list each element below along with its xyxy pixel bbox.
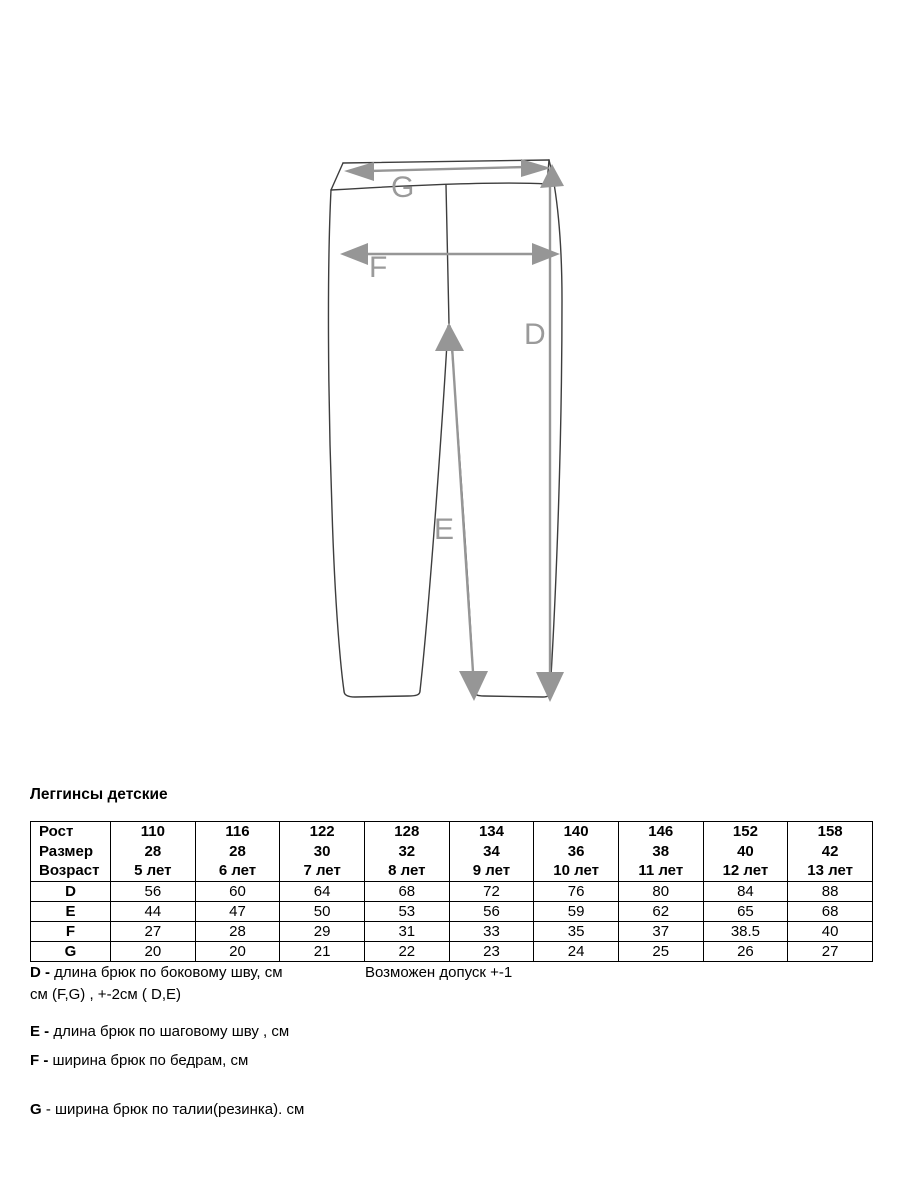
cell: 59 [534,901,619,921]
cell: 31 [364,921,449,941]
legend-f-key: F - [30,1052,49,1069]
cell: 84 [703,881,788,901]
arrowhead-right-icon [532,243,560,265]
cell: 22 [364,941,449,961]
cell: 47 [195,901,280,921]
cell: 72 [449,881,534,901]
cell: 20 [195,941,280,961]
column-header [618,822,703,882]
height-value: 152 [732,823,758,840]
cell: 68 [788,901,873,921]
label-g: G [391,171,415,204]
legend-e [30,1023,289,1040]
arrowhead-up-icon [435,323,464,351]
cell: 60 [195,881,280,901]
cell: 24 [534,941,619,961]
cell: 26 [703,941,788,961]
age-value: 11 лет [638,862,684,879]
size-value: 34 [483,842,500,860]
row-label: E [31,901,111,921]
label-e: E [434,513,455,546]
column-header [788,822,873,882]
cell: 40 [788,921,873,941]
cell: 64 [280,881,365,901]
header-label-cell [31,822,111,882]
size-value: 28 [229,842,246,860]
cell: 88 [788,881,873,901]
arrowhead-left-icon [344,162,374,181]
row-label: G [31,941,111,961]
legend-f [30,1052,248,1069]
row-header: Возраст [39,862,100,879]
height-value: 116 [225,823,250,840]
cell: 21 [280,941,365,961]
age-value: 13 лет [807,862,853,879]
measurement-d-arrow [536,164,564,702]
legend-g-text: - ширина брюк по талии(резинка). см [41,1101,305,1118]
leggings-outline [328,160,562,697]
legend-d [30,964,283,981]
cell: 35 [534,921,619,941]
cell: 56 [111,881,196,901]
legend-e-text: длина брюк по шаговому шву , см [49,1023,290,1040]
size-value: 38 [652,842,670,860]
arrowhead-left-icon [340,243,368,265]
arrowhead-right-icon [521,159,551,177]
age-value: 7 лет [303,862,341,879]
legend-g-key: G [30,1101,42,1118]
height-value: 128 [394,823,420,840]
cell: 53 [364,901,449,921]
age-value: 10 лет [553,862,599,879]
cell: 25 [618,941,703,961]
height-value: 146 [648,823,674,840]
age-value: 6 лет [218,862,257,879]
cell: 28 [195,921,280,941]
height-value: 134 [478,823,504,840]
table-row-e [31,901,873,921]
size-value: 36 [567,842,585,860]
height-value: 140 [563,823,589,840]
cell: 33 [449,921,534,941]
page-title: Леггинсы детские [30,786,168,803]
column-header [111,822,196,882]
legend-g [30,1101,304,1118]
size-value: 30 [313,842,331,860]
column-header [703,822,788,882]
column-header [280,822,365,882]
size-table [30,821,873,962]
table-row-g [31,941,873,961]
cell: 68 [364,881,449,901]
cell: 27 [788,941,873,961]
cell: 38.5 [703,921,788,941]
label-d: D [524,318,546,351]
age-value: 5 лет [134,862,172,879]
measurement-e-arrow [435,323,488,701]
column-header [449,822,534,882]
cell: 80 [618,881,703,901]
height-value: 110 [140,823,165,840]
table-header-row [31,822,873,882]
tolerance-note: Возможен допуск +-1 [365,964,513,981]
size-value: 32 [398,842,416,860]
size-value: 40 [737,842,754,860]
row-header: Размер [39,842,94,860]
cell: 56 [449,901,534,921]
age-value: 12 лет [722,862,769,879]
size-value: 42 [821,842,839,860]
cell: 62 [618,901,703,921]
table-row-f [31,921,873,941]
age-value: 8 лет [388,862,426,879]
row-label: F [31,921,111,941]
cell: 27 [111,921,196,941]
height-value: 158 [817,823,843,840]
cell: 29 [280,921,365,941]
cell: 76 [534,881,619,901]
cell: 20 [111,941,196,961]
cell: 23 [449,941,534,961]
row-label: D [31,881,111,901]
height-value: 122 [309,823,335,840]
cell: 50 [280,901,365,921]
legend-e-key: E - [30,1023,50,1040]
age-value: 9 лет [472,862,511,879]
cell: 44 [111,901,196,921]
cell: 37 [618,921,703,941]
column-header [195,822,280,882]
column-header [534,822,619,882]
legend-d-text: длина брюк по боковому шву, см [50,964,283,981]
label-f: F [369,251,388,284]
legend-d-key: D - [30,964,50,981]
table-row-d [31,881,873,901]
column-header [364,822,449,882]
leggings-measurement-diagram [298,140,602,720]
cell: 65 [703,901,788,921]
legend-tolerance-units: см (F,G) , +-2см ( D,E) [30,986,182,1003]
size-value: 28 [144,842,162,860]
legend-f-text: ширина брюк по бедрам, см [48,1052,249,1069]
row-header: Рост [39,823,74,840]
